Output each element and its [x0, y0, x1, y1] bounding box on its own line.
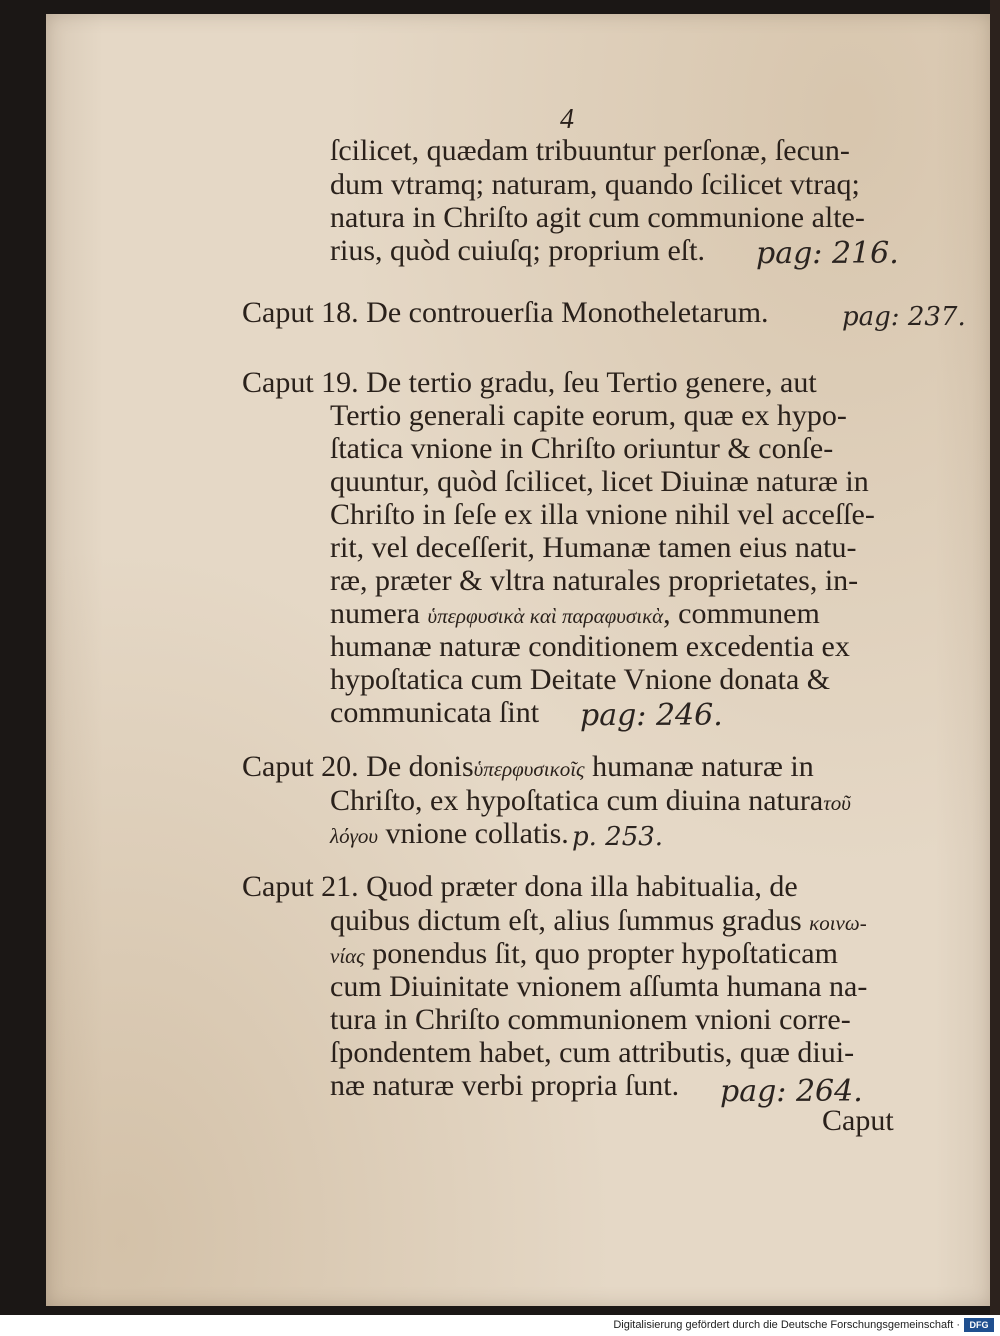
catchword: Caput: [822, 1104, 894, 1137]
text-span: Caput 20. De donis: [242, 750, 474, 783]
chapter-20-line: [330, 784, 851, 820]
handwritten-annotation: pag: 246.: [580, 698, 723, 733]
chapter-21-line: [330, 904, 867, 940]
greek-text: λόγου: [330, 824, 379, 848]
greek-text: ὑπερφυσικοῖς: [473, 757, 585, 781]
text-line: rius, quòd cuiuſq; proprium eſt.: [330, 234, 705, 267]
chapter-21-line: næ naturæ verbi propria ſunt.: [330, 1069, 680, 1102]
greek-text: κοινω-: [809, 911, 867, 935]
text-span: Chriſto, ex hypoſtatica cum diuina natura: [330, 784, 824, 817]
chapter-18-heading: Caput 18. De controuerſia Monotheletarum.: [242, 296, 769, 329]
chapter-21-line: [330, 937, 838, 973]
chapter-21-line: cum Diuinitate vnionem aſſumta humana na-: [330, 970, 868, 1003]
chapter-19-line: Tertio generali capite eorum, quæ ex hypo-: [330, 399, 847, 432]
page-number: 4: [560, 104, 574, 135]
chapter-19-line: Chriſto in ſeſe ex illa vnione nihil vel acceſſe-: [330, 498, 875, 531]
chapter-20-line: [242, 750, 814, 786]
handwritten-annotation: pag: 264.: [720, 1074, 863, 1109]
text-span: ponendus ſit, quo propter hypoſtaticam: [372, 937, 838, 970]
text-span: humanæ naturæ in: [592, 750, 814, 783]
greek-text: τοῦ: [823, 791, 851, 815]
text-span: numera: [330, 597, 420, 630]
text-line: natura in Chriſto agit cum communione alte-: [330, 201, 865, 234]
chapter-19-line: rit, vel deceſſerit, Humanæ tamen eius natu-: [330, 531, 857, 564]
text-line: dum vtramq; naturam, quando ſcilicet vtraq;: [330, 168, 860, 201]
chapter-19-line: communicata ſint: [330, 696, 540, 729]
chapter-19-line: ræ, præter & vltra naturales proprietates, in-: [330, 564, 859, 597]
chapter-19-line: hypoſtatica cum Deitate Vnione donata &: [330, 663, 831, 696]
chapter-19-line: quuntur, quòd ſcilicet, licet Diuinæ naturæ in: [330, 465, 869, 498]
text-line: ſcilicet, quædam tribuuntur perſonæ, ſecun-: [330, 134, 850, 167]
chapter-21-line: ſpondentem habet, cum attributis, quæ diui-: [330, 1036, 855, 1069]
chapter-19-line: Caput 19. De tertio gradu, ſeu Tertio genere, aut: [242, 366, 817, 399]
chapter-19-line: humanæ naturæ conditionem excedentia ex: [330, 630, 850, 663]
dfg-logo: DFG: [964, 1318, 994, 1332]
page-edge-shadow: [990, 0, 1000, 1315]
text-span: , communem: [663, 597, 820, 630]
text-span: quibus dictum eſt, alius ſummus gradus: [330, 904, 802, 937]
greek-text: νίας: [330, 944, 365, 968]
text-span: vnione collatis.: [385, 817, 569, 850]
footer-credit: Digitalisierung gefördert durch die Deutsche Forschungsgemeinschaft ·: [613, 1319, 960, 1331]
chapter-20-line: [330, 817, 569, 853]
handwritten-annotation: pag: 216.: [756, 236, 899, 271]
greek-text: ὑπερφυσικὰ καὶ παραφυσικὰ: [427, 604, 664, 628]
handwritten-annotation: pag: 237.: [842, 302, 966, 332]
chapter-21-line: Caput 21. Quod præter dona illa habitualia, de: [242, 870, 798, 903]
chapter-19-line: [330, 597, 820, 633]
chapter-21-line: tura in Chriſto communionem vnioni corre-: [330, 1003, 851, 1036]
handwritten-annotation: p. 253.: [572, 822, 664, 852]
chapter-19-line: ſtatica vnione in Chriſto oriuntur & conſe-: [330, 432, 834, 465]
